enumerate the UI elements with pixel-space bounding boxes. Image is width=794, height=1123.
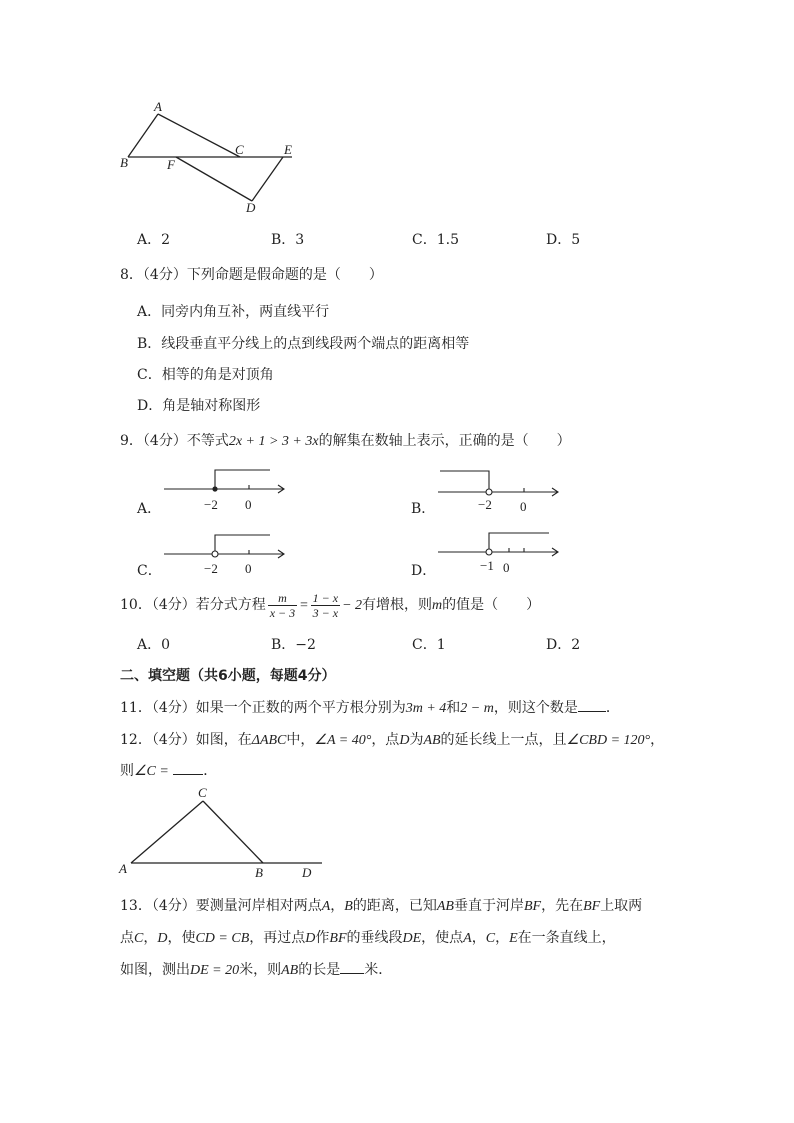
q12-ab: AB [423,733,441,748]
q9-stem [120,430,571,450]
q9-stem-pre: 9．（4分）不等式 [120,433,229,449]
q10-stem-pre: 10．（4分）若分式方程 [120,597,266,613]
q12-is-on: 为 [409,732,424,748]
q13-l2-mid: ，使 [167,930,196,946]
q13-cdcb: CD = CB [195,931,250,946]
q8-option-c: C．相等的角是对顶角 [137,367,274,383]
q12-pt-d: ，点 [371,732,400,748]
q9-a-tick-neg: −2 [204,497,218,512]
q9-c-tick-zero: 0 [245,561,252,576]
label-E: E [284,142,292,157]
q11-stem [120,697,620,717]
q11-end: ． [605,700,620,716]
q13-b: B [344,899,353,914]
label-D: D [246,200,256,215]
q13-answer-blank[interactable] [340,973,364,974]
q9-option-a-numberline [160,462,290,517]
q9-option-d-numberline [434,527,564,579]
q12-comma: ， [650,732,665,748]
q12-answer-blank[interactable] [173,774,203,775]
q13-c3: ， [471,930,486,946]
q12-d: D [399,733,410,748]
q13-c1: ， [330,898,345,914]
q13-l1-mid2: 垂直于河岸 [453,898,524,914]
q13-bf2: BF [583,899,601,914]
q11-mid: 和 [446,700,461,716]
label-D: D [302,865,312,880]
q11-pre: 11．（4分）如果一个正数的两个平方根分别为 [120,700,406,716]
q13-e: E [509,931,518,946]
q10-option-b: B．−2 [271,637,316,653]
q9-d-tick-zero: 0 [503,560,510,575]
q12-line1 [120,729,664,749]
q12-end: ． [203,763,218,779]
q13-l3-mid2: 的长是 [298,962,341,978]
q13-ab: AB [436,899,454,914]
q9-d-tick-neg: −1 [480,558,494,573]
q12-line2 [120,760,217,780]
q10-stem [120,590,540,621]
q11-expr1: 3m + 4 [405,701,447,716]
section-title: 二、填空题（共6小题，每题4分） [120,668,336,684]
q12-ext: 的延长线上一点，且 [440,732,567,748]
q13-l1-mid: 的距离，已知 [352,898,437,914]
label-B: B [255,865,263,880]
label-A: A [154,99,162,114]
q9-option-c-letter: C． [137,563,162,579]
q13-l2-mid3: 作 [315,930,330,946]
q13-l3-pre: 如图，测出 [120,962,190,978]
q13-a2: A [463,931,472,946]
q8-option-b: B．线段垂直平分线上的点到线段两个端点的距离相等 [137,336,470,352]
q9-a-tick-zero: 0 [245,497,252,512]
q12-pre: 12．（4分）如图，在 [120,732,252,748]
q10-equals: = [299,598,309,613]
q13-line1 [120,895,642,915]
q11-expr2: 2 − m [460,701,494,716]
q13-c2: ， [143,930,158,946]
q7-option-a: A．2 [137,232,171,248]
q13-line3 [120,959,392,979]
q9-inequality: 2x + 1 > 3 + 3x [228,434,319,449]
q9-stem-post: 的解集在数轴上表示，正确的是（ ） [318,433,571,449]
q12-angle-a: ∠A = 40° [314,733,372,748]
q13-l3-mid: 米，则 [239,962,282,978]
q13-l2-mid2: ，再过点 [249,930,306,946]
q7-option-c: C．1.5 [412,232,459,248]
q8-stem: 8．（4分）下列命题是假命题的是（ ） [120,267,383,283]
q7-option-b: B．3 [271,232,305,248]
q9-c-tick-neg: −2 [204,561,218,576]
q12-line2-pre: 则 [120,763,134,779]
q13-d2: D [305,931,316,946]
q10-option-a: A．0 [137,637,171,653]
q12-angle-c: ∠C = [134,764,169,779]
q13-l2-mid5: ，使点 [421,930,464,946]
q9-b-tick-neg: −2 [478,497,492,512]
q13-bf3: BF [329,931,347,946]
q9-option-b-letter: B． [411,501,436,517]
q13-l2-mid4: 的垂线段 [346,930,403,946]
label-F: F [167,157,175,172]
q7-figure [110,95,310,220]
q13-l1-end: ，先在 [541,898,584,914]
label-C: C [235,142,244,157]
q13-l3-end: 米． [364,962,393,978]
q13-de20: DE = 20 [190,963,240,978]
q8-option-d: D．角是轴对称图形 [137,398,261,414]
q12-angle-cbd: ∠CBD = 120° [566,733,651,748]
q13-d: D [157,931,168,946]
q13-l1-pre: 13．（4分）要测量河岸相对两点 [120,898,322,914]
q10-minus-two: − 2 [342,598,363,613]
q13-bf: BF [523,899,542,914]
q9-option-b-numberline [434,462,564,517]
q9-option-a-letter: A． [137,501,162,517]
label-C: C [198,785,207,800]
q12-in: 中， [286,732,315,748]
q10-fraction-1: $\frac{m}{x - 3}$ [269,590,296,620]
q10-fraction-2: $\frac{1 - x}{3 - x}$ [312,590,339,620]
q13-l2-pre: 点 [120,930,134,946]
q8-option-a: A．同旁内角互补，两直线平行 [137,304,330,320]
label-B: B [120,155,128,170]
q10-option-c: C．1 [412,637,446,653]
q13-line2 [120,927,616,947]
q10-option-d: D．2 [546,637,581,653]
q12-triangle: ΔABC [251,733,287,748]
q11-post: ，则这个数是 [493,700,578,716]
q13-ab2: AB [281,963,299,978]
q9-b-tick-zero: 0 [520,499,527,514]
q7-option-d: D．5 [546,232,581,248]
q13-c2-var: C [485,931,496,946]
q9-option-d-letter: D． [411,563,437,579]
q10-stem-end: 的值是（ ） [442,597,541,613]
q13-l1-end2: 上取两 [600,898,643,914]
label-A: A [119,861,127,876]
q12-figure [115,782,330,882]
q13-c: C [134,931,144,946]
q13-l2-end: 在一条直线上， [517,930,616,946]
q9-option-c-numberline [160,527,290,579]
q13-c4: ， [495,930,510,946]
q13-a: A [321,899,331,914]
q11-answer-blank[interactable] [578,711,606,712]
q10-stem-post: 有增根，则 [362,597,433,613]
q10-m-var: m [432,598,443,613]
q13-de: DE [402,931,422,946]
